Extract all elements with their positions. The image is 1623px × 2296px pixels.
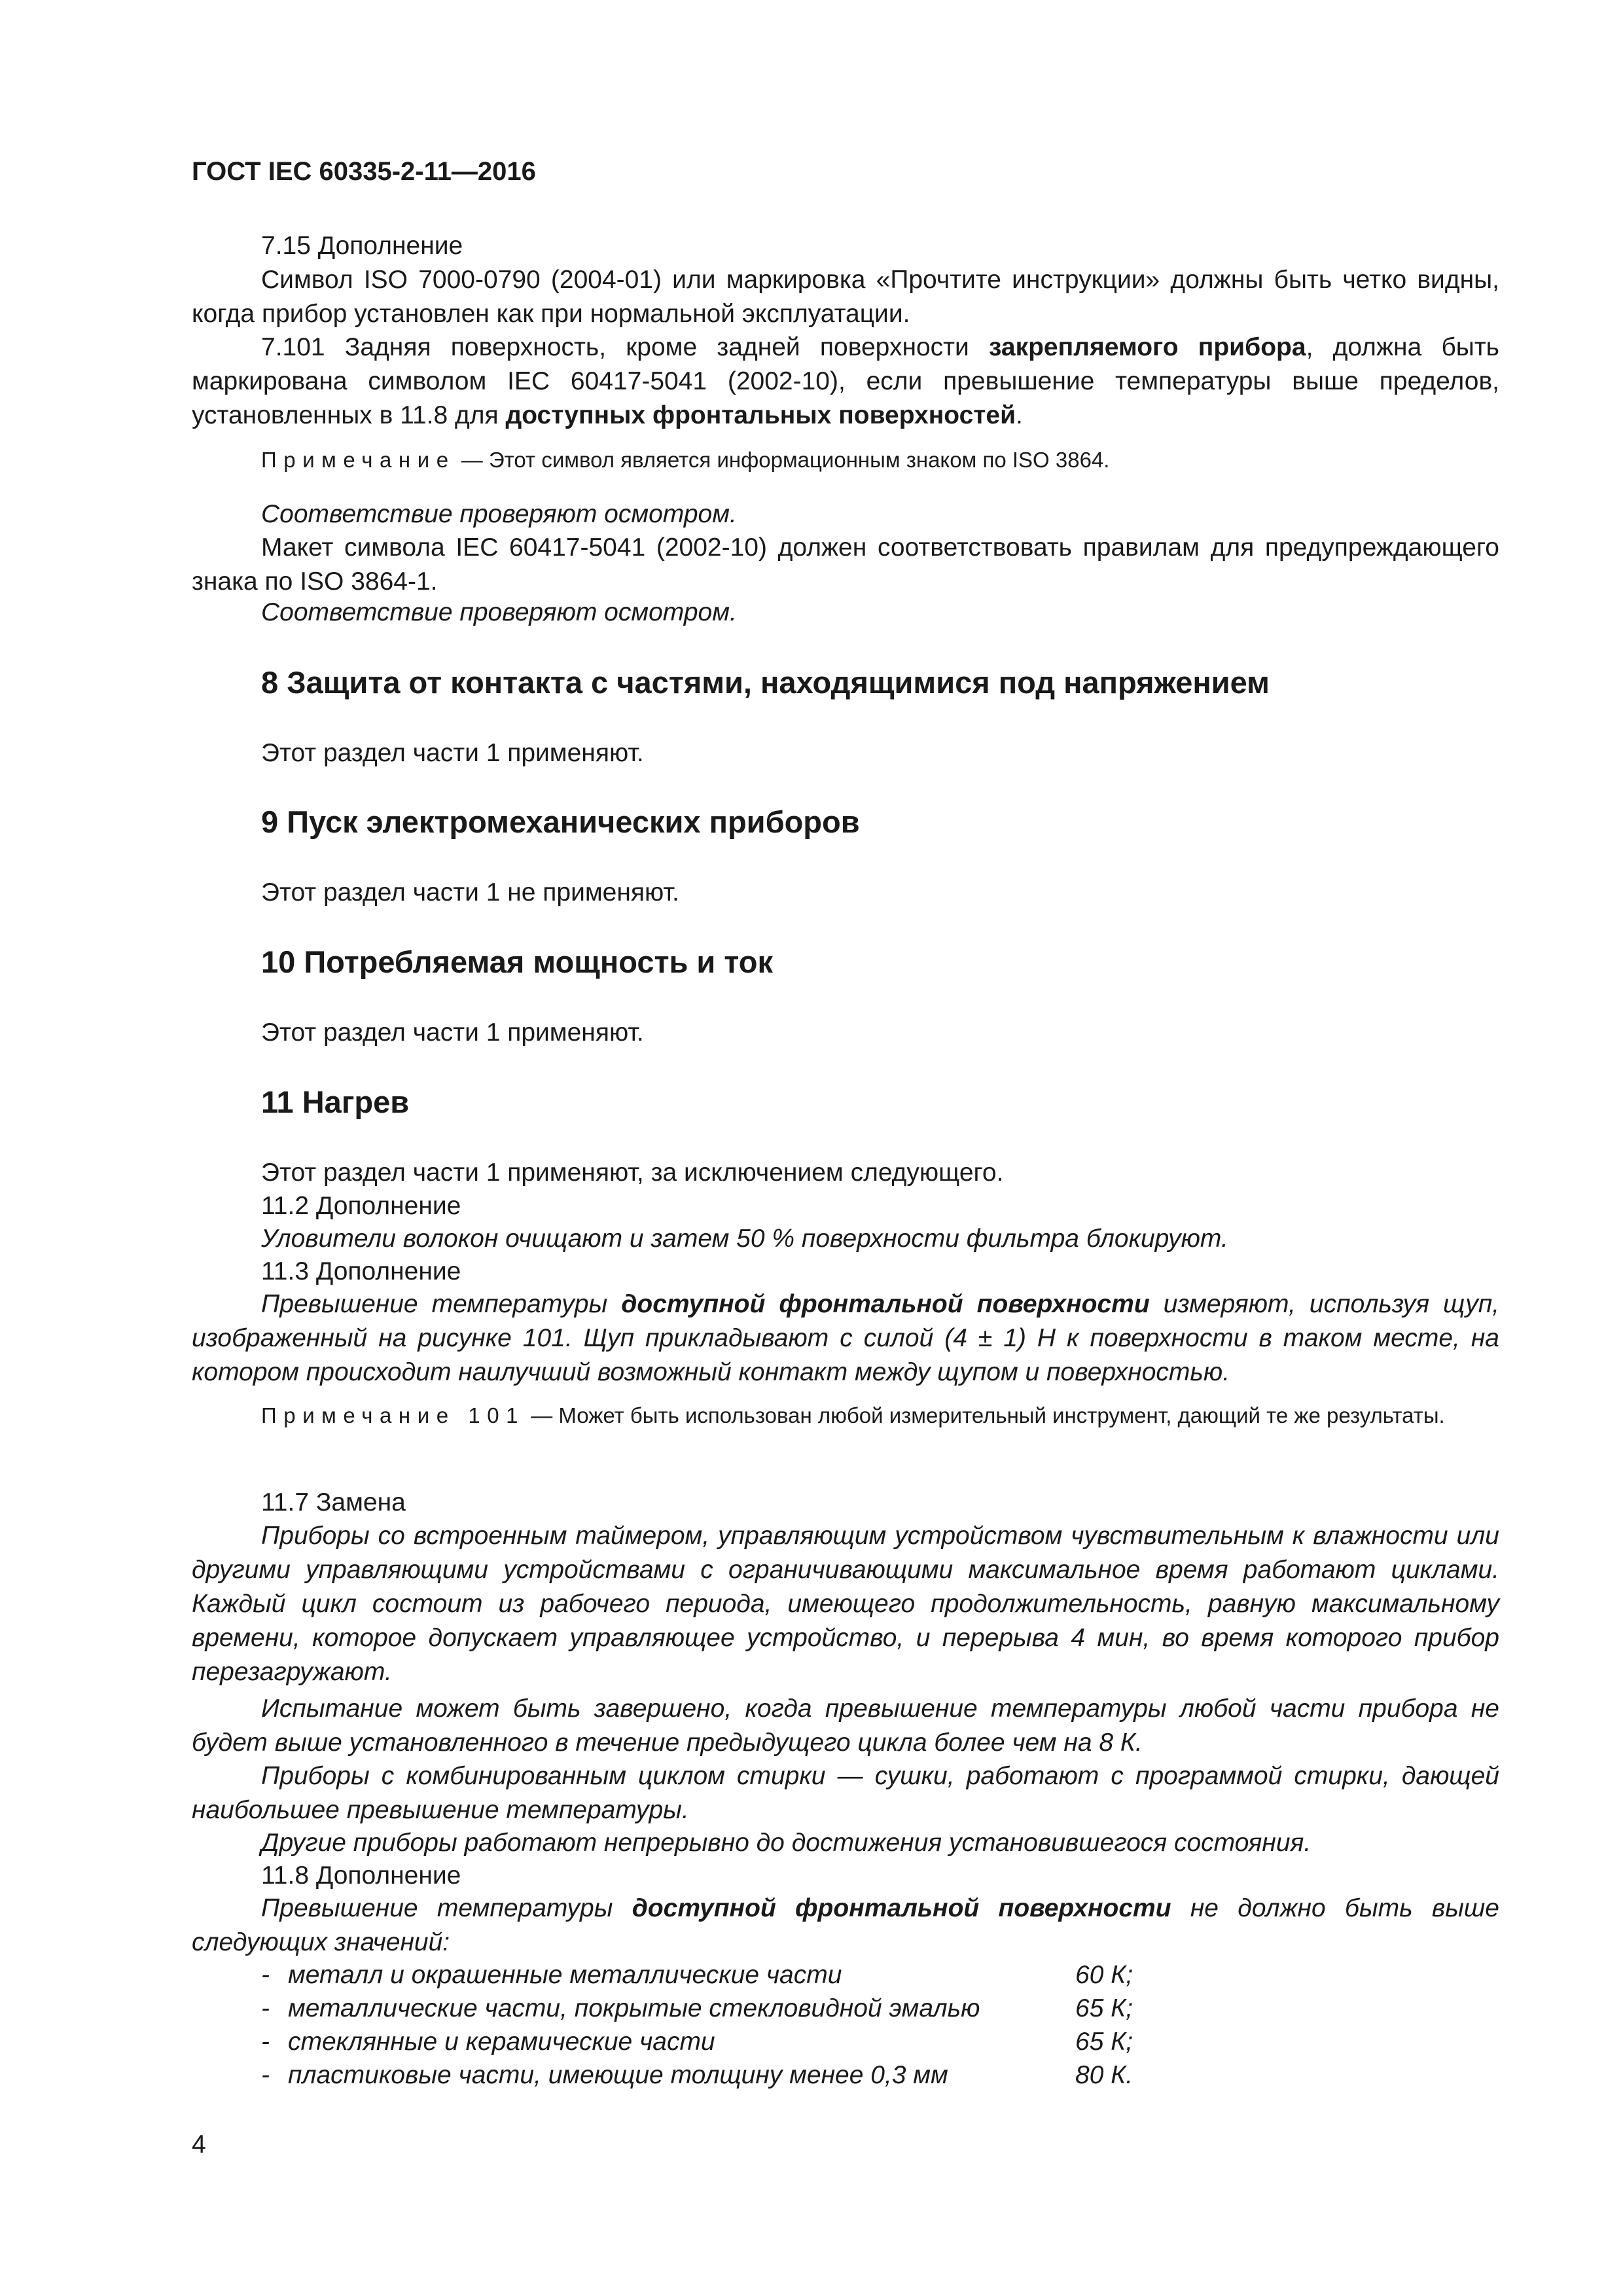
section-11-7-text-c: Приборы с комбинированным циклом стирки — сушки, работают с программой стирки, дающей наибольшее превышение температуры.	[192, 1762, 1499, 1824]
term-accessible-front-surfaces: доступных фронтальных поверхностей	[505, 401, 1016, 429]
note-label: Примечание 101	[261, 1403, 526, 1427]
section-11-8-title: 11.8 Дополнение	[261, 1861, 461, 1890]
note-label: Примечание	[261, 448, 455, 472]
section-11-3-title: 11.3 Дополнение	[261, 1257, 461, 1285]
section-11-7-text-a: Приборы со встроенным таймером, управляющим устройством чувствительным к влажности или другими управляющими устройствами с ограничивающими максимальное время работают циклами. Каждый цикл состоит из рабочего периода, имеющего продолжительность, равную максимальному времени, которое допускает управляющее устройство, и перерыва 4 мин, во время которого прибор перезагружают.	[192, 1522, 1499, 1686]
section-11-7-text-b: Испытание может быть завершено, когда превышение температуры любой части прибора не будет выше установленного в течение предыдущего цикла более чем на 8 К.	[192, 1695, 1499, 1757]
section-7-15-title: 7.15 Дополнение	[261, 232, 463, 260]
text-run: 7.101 Задняя поверхность, кроме задней поверхности	[261, 333, 990, 361]
text-run: , должна быть маркирована символом IEC 60417-5041 (2002-10), если превышение температуры выше пределов, установленных в 11.8 для	[192, 333, 1499, 429]
list-item-value: 80 К.	[1075, 2061, 1133, 2089]
list-item-text: пластиковые части, имеющие толщину менее 0,3 мм	[288, 2061, 948, 2089]
list-item-value: 60 К;	[1075, 1961, 1133, 1989]
compliance-check-1: Соответствие проверяют осмотром.	[261, 500, 737, 528]
list-dash: -	[261, 2028, 270, 2056]
list-dash: -	[261, 1961, 270, 1989]
note-text: — Этот символ является информационным знаком по ISO 3864.	[455, 448, 1110, 472]
section-11-text: Этот раздел части 1 применяют, за исключением следующего.	[261, 1158, 1004, 1187]
text-run: измеряют, используя щуп, изображенный на рисунке 101. Щуп прикладывают с силой (4 ± 1) Н к поверхности в таком месте, на котором происходит наилучший возможный контакт между щупом и поверхностью.	[192, 1290, 1499, 1386]
term-accessible-front-surface: доступной фронтальной поверхности	[632, 1894, 1171, 1922]
section-7-15-text: Символ ISO 7000-0790 (2004-01) или маркировка «Прочтите инструкции» должны быть четко видны, когда прибор установлен как при нормальной эксплуатации.	[192, 266, 1499, 328]
symbol-layout-text: Макет символа IEC 60417-5041 (2002-10) должен соответствовать правилам для предупреждающего знака по ISO 3864-1.	[192, 533, 1499, 596]
section-11-2-text: Уловители волокон очищают и затем 50 % поверхности фильтра блокируют.	[261, 1225, 1228, 1253]
section-11-2-title: 11.2 Дополнение	[261, 1192, 461, 1220]
term-fixed-appliance: закрепляемого прибора	[989, 333, 1306, 361]
text-run: Превышение температуры	[261, 1894, 632, 1922]
standard-header: ГОСТ IEC 60335-2-11—2016	[192, 157, 536, 186]
section-8-text: Этот раздел части 1 применяют.	[261, 739, 644, 767]
note-101	[192, 1401, 1499, 1431]
text-run: не должно быть выше следующих значений:	[192, 1894, 1499, 1956]
section-7-101-text	[192, 331, 1499, 433]
section-9-heading: 9 Пуск электромеханических приборов	[261, 804, 860, 839]
list-item-value: 65 К;	[1075, 2028, 1133, 2056]
list-item-text: металл и окрашенные металлические части	[288, 1961, 842, 1989]
section-11-7-text-d: Другие приборы работают непрерывно до достижения установившегося состояния.	[261, 1829, 1311, 1857]
note-1	[192, 445, 1499, 475]
list-item-value: 65 К;	[1075, 1994, 1133, 2022]
term-accessible-front-surface: доступной фронтальной поверхности	[621, 1290, 1150, 1318]
note-text: — Может быть использован любой измерительный инструмент, дающий те же результаты.	[525, 1403, 1445, 1427]
list-dash: -	[261, 1994, 270, 2022]
section-11-3-text	[192, 1287, 1499, 1390]
section-11-heading: 11 Нагрев	[261, 1085, 410, 1119]
list-item-text: стеклянные и керамические части	[288, 2028, 715, 2056]
section-11-7-title: 11.7 Замена	[261, 1488, 406, 1516]
page-number: 4	[192, 2130, 206, 2159]
text-run: .	[1016, 401, 1023, 429]
text-run: Превышение температуры	[261, 1290, 622, 1318]
section-10-heading: 10 Потребляемая мощность и ток	[261, 944, 774, 979]
compliance-check-2: Соответствие проверяют осмотром.	[261, 598, 737, 626]
section-11-8-text	[192, 1892, 1499, 1960]
section-9-text: Этот раздел части 1 не применяют.	[261, 878, 679, 906]
list-dash: -	[261, 2061, 270, 2089]
list-item-text: металлические части, покрытые стекловидной эмалью	[288, 1994, 980, 2022]
section-10-text: Этот раздел части 1 применяют.	[261, 1018, 644, 1047]
section-8-heading: 8 Защита от контакта с частями, находящимися под напряжением	[261, 665, 1270, 700]
